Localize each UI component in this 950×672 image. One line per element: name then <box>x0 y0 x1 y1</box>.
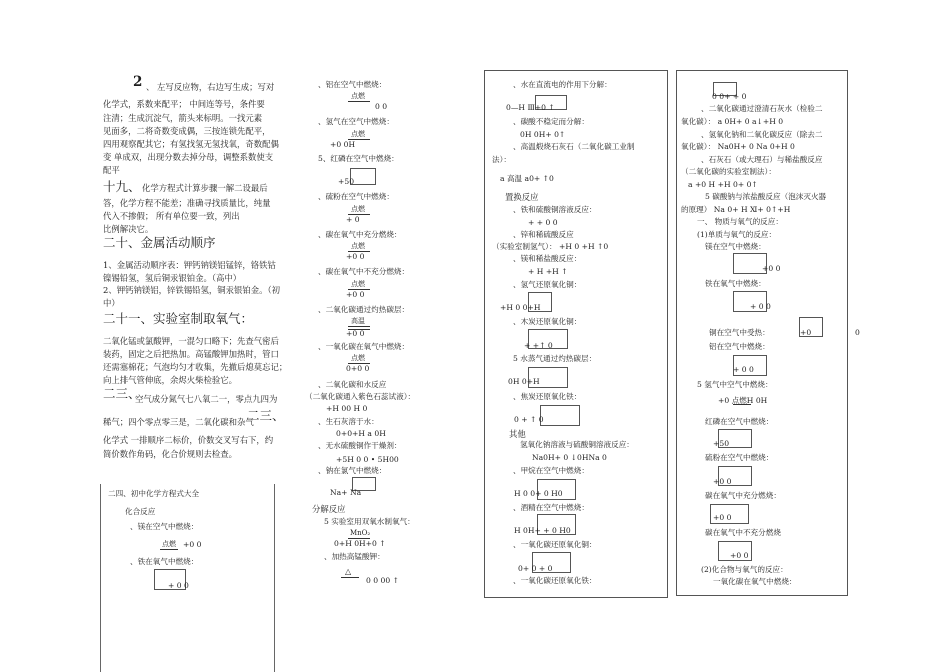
paragraph-line: 还需塞棉花；气泡均匀才收集，先撤后熄莫忘记； <box>103 362 288 372</box>
section-2-number: 2 <box>133 74 143 90</box>
frame-left-border <box>100 484 101 672</box>
paragraph-line: 四用观察配其它；有氢找氢无氢找氧，奇数配偶 <box>103 139 279 149</box>
paragraph-line: 注清；生成沉淀气，箭头来标明。一找元素 <box>103 113 263 123</box>
paragraph-line: 答，化学方程不能差；准确寻找质量比，纯量 <box>103 198 271 208</box>
equation-label: 、无水硫酸铜作干燥剂： <box>318 441 402 450</box>
equation-label: 、高温煅烧石灰石（二氧化碳工业制 <box>513 142 635 151</box>
equation-label: 、铁在氧气中燃烧： <box>130 557 199 566</box>
paragraph-line: 见面多，二将奇数变成偶，三按连锁先配平， <box>103 126 271 136</box>
equation-label: 5 碳酸钠与浓盐酸反应（泡沫灭火器 <box>705 192 827 201</box>
condition-label: 点燃 <box>351 242 365 250</box>
equation-label: 5 水蒸气通过灼热碳层： <box>513 354 597 363</box>
equation-formula: +H 0 0+H <box>500 303 541 312</box>
category-heading: 其他 <box>509 429 526 439</box>
equation-label: 、碳酸不稳定而分解： <box>513 117 589 126</box>
equation-label: 红磷在空气中燃烧： <box>705 417 774 426</box>
condition-label: 点燃 <box>351 92 365 100</box>
paragraph-line: 二氧化锰或氯酸钾，一混匀口略下；先查气密后 <box>103 336 279 346</box>
equation-formula: +0 0 <box>183 540 202 549</box>
condition-bar <box>341 577 359 578</box>
condition-label: 点燃 <box>351 280 365 288</box>
equation-label: 、铁和硫酸铜溶液反应： <box>513 205 597 214</box>
equation-formula: 0+0 0 <box>346 364 370 373</box>
equation-formula: 0 <box>855 328 860 337</box>
paragraph-line: 2、钾钙钠镁铝，锌铁锡铅氢，铜汞银铂金。（初 <box>103 285 281 295</box>
paragraph-line: 中） <box>103 298 120 308</box>
paragraph-line: 化学式 一排顺序二标价，价数交叉写右下，约 <box>103 435 274 445</box>
equation-label: 铝在空气中燃烧： <box>709 342 770 351</box>
heading-19-title: 化学方程式计算步骤一解二设最后 <box>142 183 268 193</box>
equation-formula: 0+ 0 + 0 <box>518 564 553 573</box>
paragraph-line: 装药，固定之后把热加。高锰酸钾加热时，管口 <box>103 349 279 359</box>
equation-formula: Na+ Na <box>330 488 362 497</box>
paragraph-line: 向上排气管伸底，余烬火柴检验它。 <box>103 375 237 385</box>
equation-label: 、氢氧化钠和二氧化碳反应（除去二 <box>701 130 823 139</box>
paragraph-line: 稀气；四个零点零三是，二氧化碳和杂气 <box>103 417 254 427</box>
equation-label: 、镁和稀盐酸反应： <box>513 254 582 263</box>
equation-formula: + + 0 0 <box>528 218 558 227</box>
equation-label: 镁在空气中燃烧： <box>705 242 766 251</box>
answer-box <box>540 405 580 426</box>
equation-label: （二氧化碳的实验室制法）： <box>681 167 776 176</box>
paragraph-line: 配平 <box>103 165 120 175</box>
condition-label: 点燃 <box>351 354 365 362</box>
equation-formula: 氧化碳）： a 0H+ 0 a↓+H 0 <box>681 117 784 126</box>
equation-formula: +0 0 <box>346 252 365 261</box>
equation-label: 、焦炭还原氧化铁： <box>513 392 582 401</box>
equation-label: 、生石灰溶于水： <box>318 417 379 426</box>
condition-label: 点燃 <box>351 130 365 138</box>
paragraph-line: 空气成分氮气七八氧二一，零点九四为 <box>135 394 278 404</box>
equation-label: 硫粉在空气中燃烧： <box>705 453 774 462</box>
equation-formula: +0 0 <box>762 264 781 273</box>
paragraph-line: 变 单成双，出现分数去掉分母，调整系数使支 <box>103 152 274 162</box>
condition-label: 高温 <box>351 317 365 325</box>
paragraph-line: 1、金属活动顺序表：钾钙钠镁铝锰锌，铬铁钴 <box>103 260 276 270</box>
equation-formula: +0 点燃H 0H <box>718 396 768 405</box>
equation-formula: + +↑ 0 <box>524 341 553 350</box>
equation-formula: 0 0 00 ↑ <box>366 576 399 585</box>
equation-label: 、钠在氯气中燃烧： <box>318 466 387 475</box>
equation-formula: +0 0 <box>713 513 732 522</box>
equation-label: 、碳在氧气中不充分燃烧： <box>318 267 410 276</box>
condition-bar <box>160 549 178 550</box>
equation-formula: 0+0+H a 0H <box>336 429 386 438</box>
equation-note: （二氧化碳通入紫色石蕊试液）： <box>305 392 416 401</box>
heat-triangle-icon: △ <box>345 567 352 576</box>
equation-formula: Na0H+ 0 ↓0HNa 0 <box>532 453 607 462</box>
equation-formula: +H 00 H 0 <box>326 404 368 413</box>
equation-label: 、木炭还原氧化铜： <box>513 317 582 326</box>
paragraph-line: 化学式，系数来配平； 中间连等号，条件要 <box>103 99 265 109</box>
equation-formula: +0 0H <box>330 140 356 149</box>
section-heading: 一、 物质与氧气的反应： <box>697 217 783 226</box>
equation-label: 、碳在氧气中充分燃烧： <box>318 230 402 239</box>
equation-label: 5 氢气中空气中燃烧： <box>697 380 773 389</box>
paragraph-line: 镍锡铅氢，氢后铜汞银铂金。（高中） <box>103 273 242 283</box>
equation-label: 、硫粉在空气中燃烧： <box>318 192 394 201</box>
equation-label: 、一氧化碳还原氧化铜： <box>513 540 597 549</box>
equation-label: 、水在直流电的作用下分解： <box>513 80 612 89</box>
equation-label: 一氧化碳在氧气中燃烧： <box>713 577 797 586</box>
equation-formula: + 0 <box>346 215 360 224</box>
equation-label: 、一氧化碳还原氧化铁： <box>513 576 597 585</box>
equation-formula: + 0 0 <box>733 365 754 374</box>
equation-label: 、加热高锰酸钾： <box>324 552 385 561</box>
equation-formula: 0 + ↑ 0 <box>514 415 544 424</box>
equation-formula: +0 0 <box>346 290 365 299</box>
equation-formula: H 0H+ + 0 H0 <box>514 526 571 535</box>
equation-label: 、二氧化碳和水反应 <box>318 380 387 389</box>
heading-22: 二三、 <box>103 386 141 401</box>
paragraph-line: 比例解决它。 <box>103 224 154 234</box>
equation-formula: +0 0 <box>730 551 749 560</box>
paragraph-line: 简价数作角码，化合价规则去检查。 <box>103 449 237 459</box>
equation-label: 碳在氧气中充分燃烧： <box>705 491 781 500</box>
equation-formula: +0 0 <box>346 329 365 338</box>
frame-right-border <box>274 484 275 672</box>
equation-label: 5 实验室用双氧水制氧气： <box>324 517 415 526</box>
equation-formula: + 0 0 <box>168 581 189 590</box>
equation-label: 、铝在空气中燃烧： <box>318 80 387 89</box>
equation-formula: 0H 0H+ 0↑ <box>520 130 566 139</box>
heading-23: 二三、 <box>247 408 285 423</box>
equation-formula: a 高温 a0+ ↑0 <box>500 174 554 183</box>
equation-label: 氢氧化钠溶液与硫酸铜溶液反应： <box>520 440 634 449</box>
condition-label: MnO₂ <box>350 529 371 537</box>
subsection-heading: (1)单质与氧气的反应： <box>697 230 777 239</box>
category-heading: 置换反应 <box>505 192 539 202</box>
equation-label: 、二氧化碳通过灼热碳层： <box>318 305 410 314</box>
subsection-heading: (2)化合物与氧气的反应： <box>701 565 788 574</box>
equation-formula: +50 <box>338 177 355 186</box>
equation-formula: + 0 0 <box>750 302 771 311</box>
equation-formula: 氧化碳）： Na0H+ 0 Na 0+H 0 <box>681 142 795 151</box>
equation-formula: （实验室制氢气）： +H 0 +H ↑0 <box>492 242 609 251</box>
condition-label: 点燃 <box>351 205 365 213</box>
heading-20: 二十、金属活动顺序 <box>103 235 216 250</box>
equation-label: 、石灰石（或大理石）与稀盐酸反应 <box>701 155 823 164</box>
equation-label: 、锌和稀硫酸反应 <box>513 230 574 239</box>
equation-label: 、镁在空气中燃烧： <box>130 522 199 531</box>
equation-formula: +0 0 <box>713 477 732 486</box>
equation-formula: + H +H ↑ <box>528 267 568 276</box>
equation-formula: 0 0 <box>375 102 388 111</box>
equation-label: 法）： <box>492 155 511 164</box>
condition-label: 点燃 <box>162 540 176 548</box>
paragraph-line: 代入不掺假； 所有单位要一致，列出 <box>103 211 240 221</box>
equation-formula: 0 0+ + 0 <box>712 92 747 101</box>
equation-formula: 0—H Ⅲ+0 ↑ <box>506 103 555 112</box>
equation-formula: 0+H 0H+0 ↑ <box>334 539 386 548</box>
equation-label: 铁在氧气中燃烧： <box>705 279 766 288</box>
box-title: 二四、初中化学方程式大全 <box>108 489 200 498</box>
category-heading: 化合反应 <box>125 507 156 516</box>
category-heading: 分解反应 <box>312 504 346 514</box>
equation-label: 、氢气在空气中燃烧： <box>318 117 394 126</box>
equation-label: 、酒精在空气中燃烧： <box>513 503 589 512</box>
equation-label: 铜在空气中受热： <box>709 328 770 337</box>
heading-19-number: 十九、 <box>103 179 141 194</box>
equation-label: 、一氧化碳在氧气中燃烧： <box>318 342 410 351</box>
paragraph-line: 、 左写反应物，右边写生成；写对 <box>146 82 275 92</box>
equation-formula: a +0 H +H 0+ 0↑ <box>688 180 758 189</box>
equation-formula: 0H 0+H <box>508 377 540 386</box>
equation-label: 、二氧化碳通过澄清石灰水（检验二 <box>701 104 823 113</box>
equation-formula: 的原理） Na 0+ H Ⅺ+ 0↑+H <box>681 205 791 214</box>
equation-formula: +5H 0 0 • 5H00 <box>336 455 399 464</box>
equation-label: 碳在氧气中不充分燃烧 <box>705 528 781 537</box>
heading-21: 二十一、实验室制取氧气： <box>103 311 254 326</box>
equation-formula: H 0 0+ 0 H0 <box>514 489 563 498</box>
condition-bar <box>348 101 370 102</box>
equation-label: 5、红磷在空气中燃烧： <box>318 154 399 163</box>
equation-formula: +50 <box>713 439 730 448</box>
equation-formula: +0 <box>800 328 812 337</box>
equation-label: 、氢气还原氧化铜： <box>513 280 582 289</box>
equation-label: 、甲烷在空气中燃烧： <box>513 466 589 475</box>
